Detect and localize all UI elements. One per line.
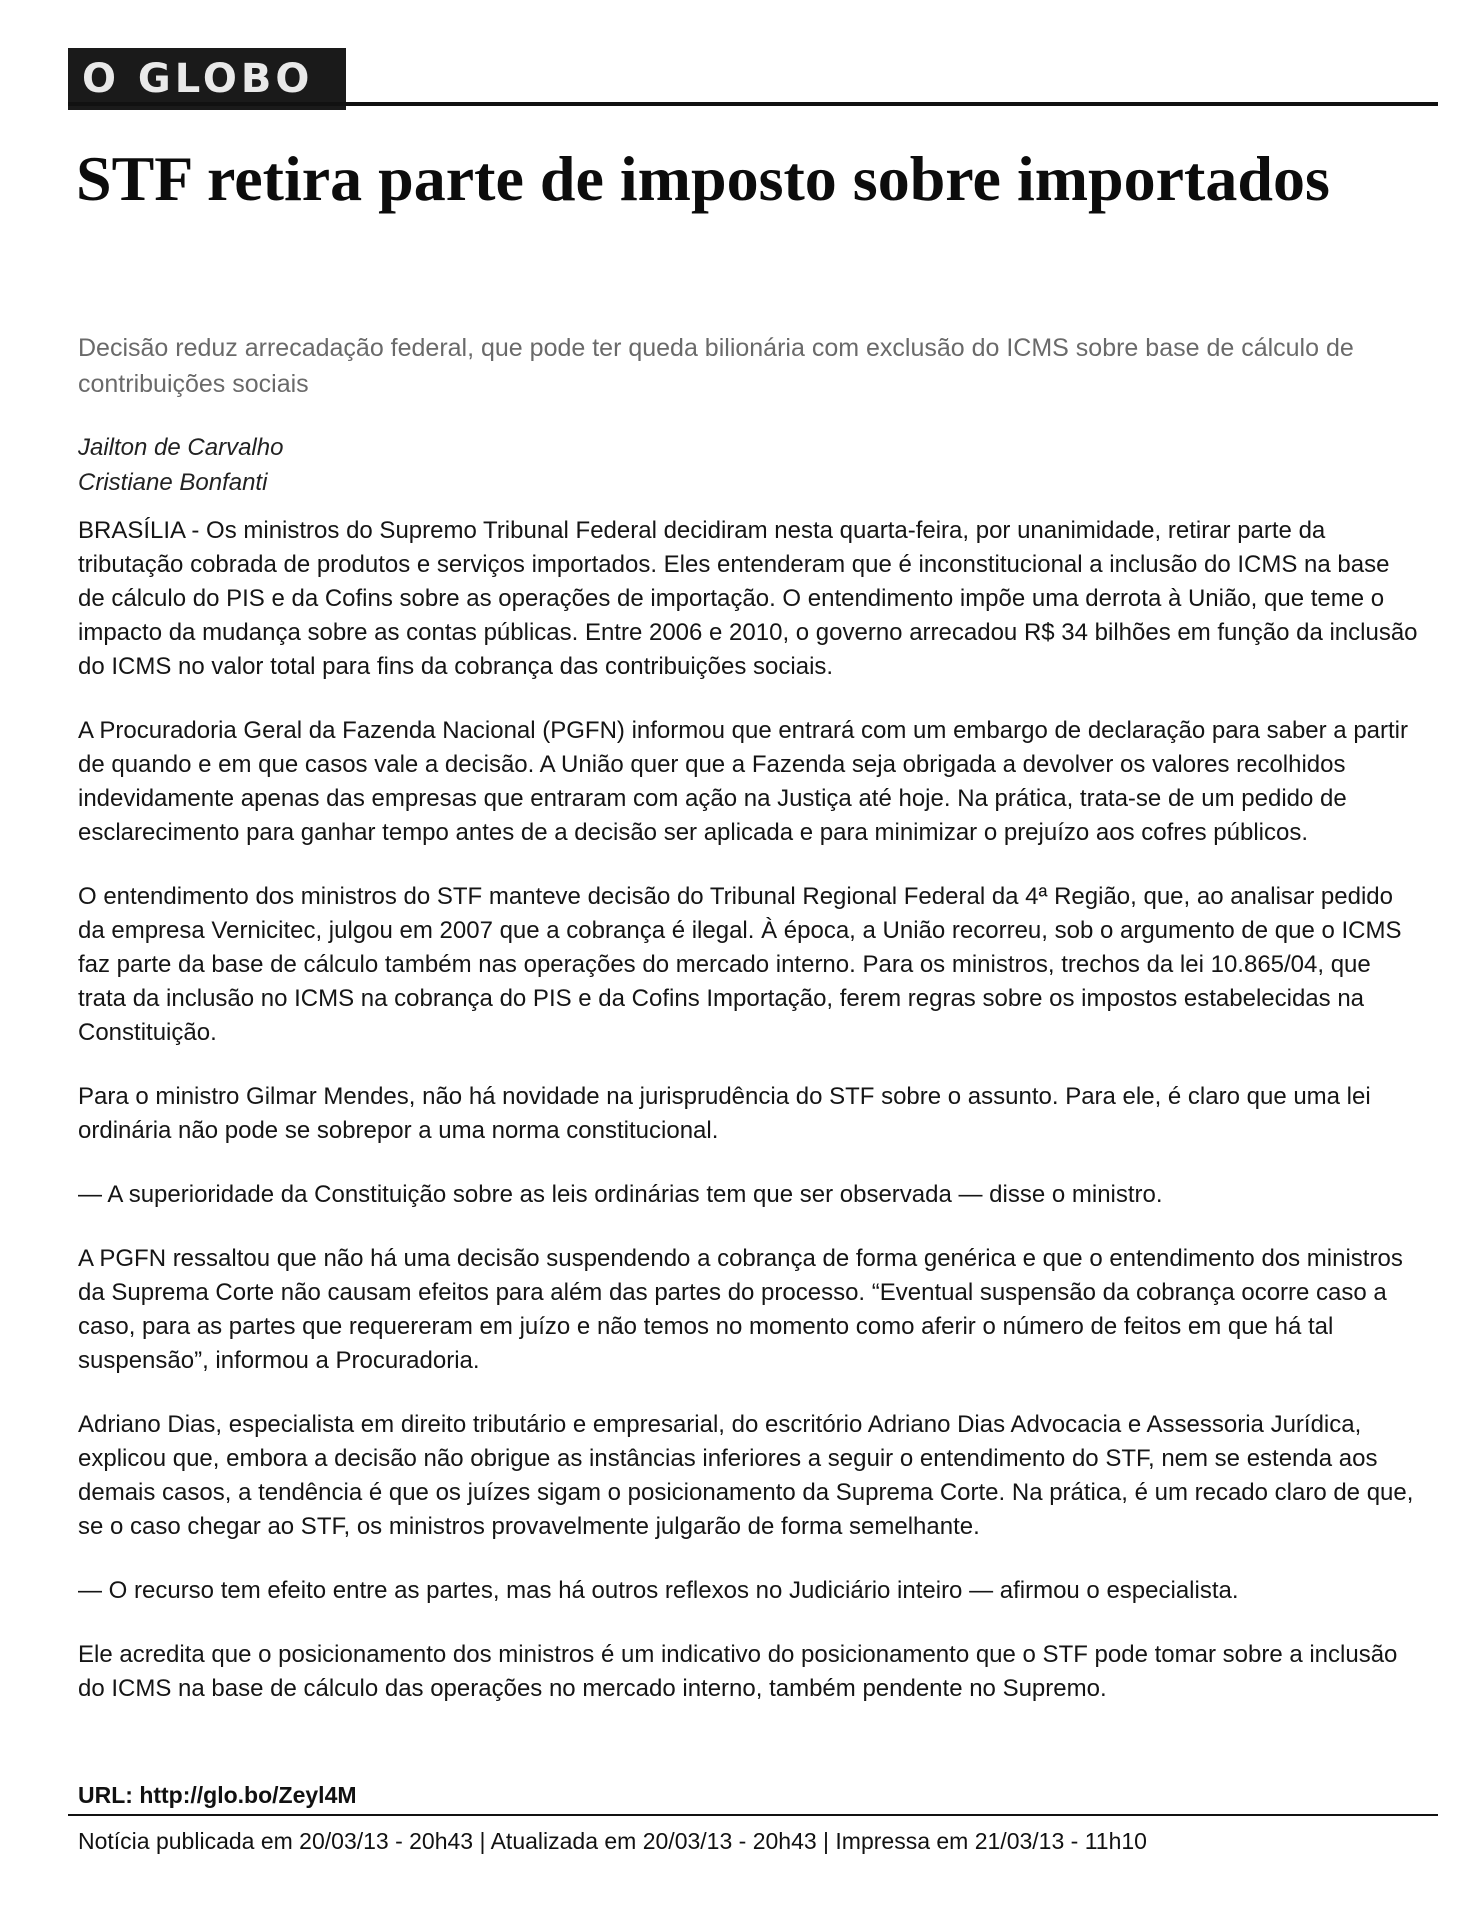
article-url: URL: http://glo.bo/Zeyl4M	[78, 1782, 357, 1808]
article-quote: — O recurso tem efeito entre as partes, mas há outros reflexos no Judiciário inteiro — afirmou o especialista.	[78, 1577, 1239, 1604]
header-divider	[68, 102, 1438, 106]
author-name: Jailton de Carvalho	[78, 434, 284, 461]
article-paragraph: Adriano Dias, especialista em direito tributário e empresarial, do escritório Adriano Dias Advocacia e Assessoria Jurídica, explicou que, embora a decisão não obrigue as instâncias inferiores a seguir o entendimento do STF, nem se estenda aos demais casos, a tendência é que os juízes sigam o posicionamento da Suprema Corte. Na prática, é um recado claro de que, se o caso chegar ao STF, os ministros provavelmente julgarão de forma semelhante.	[78, 1411, 1414, 1540]
footer-divider	[68, 1814, 1438, 1816]
o-globo-logo: O GLOBO	[68, 48, 346, 110]
article-paragraph: Para o ministro Gilmar Mendes, não há novidade na jurisprudência do STF sobre o assunto. Para ele, é claro que uma lei ordinária não pode se sobrepor a uma norma constitucional.	[78, 1083, 1371, 1144]
article-quote: — A superioridade da Constituição sobre as leis ordinárias tem que ser observada — disse o ministro.	[78, 1181, 1163, 1208]
article-paragraph: A PGFN ressaltou que não há uma decisão suspendendo a cobrança de forma genérica e que o entendimento dos ministros da Suprema Corte não causam efeitos para além das partes do processo. “Eventual suspensão da cobrança ocorre caso a caso, para as partes que requereram em juízo e não temos no momento como aferir o número de feitos em que há tal suspensão”, informou a Procuradoria.	[78, 1245, 1403, 1374]
article-headline: STF retira parte de imposto sobre importados	[76, 143, 1330, 214]
article-paragraph: Ele acredita que o posicionamento dos ministros é um indicativo do posicionamento que o STF pode tomar sobre a inclusão do ICMS na base de cálculo das operações no mercado interno, também pendente no Supremo.	[78, 1641, 1398, 1702]
author-byline	[78, 430, 283, 500]
article-body	[78, 514, 1418, 1736]
article-paragraph: BRASÍLIA - Os ministros do Supremo Tribunal Federal decidiram nesta quarta-feira, por unanimidade, retirar parte da tributação cobrada de produtos e serviços importados. Eles entenderam que é inconstitucional a inclusão do ICMS na base de cálculo do PIS e da Cofins sobre as operações de importação. O entendimento impõe uma derrota à União, que teme o impacto da mudança sobre as contas públicas. Entre 2006 e 2010, o governo arrecadou R$ 34 bilhões em função da inclusão do ICMS no valor total para fins da cobrança das contribuições sociais.	[78, 517, 1418, 680]
article-paragraph: A Procuradoria Geral da Fazenda Nacional (PGFN) informou que entrará com um embargo de declaração para saber a partir de quando e em que casos vale a decisão. A União quer que a Fazenda seja obrigada a devolver os valores recolhidos indevidamente apenas das empresas que entraram com ação na Justiça até hoje. Na prática, trata-se de um pedido de esclarecimento para ganhar tempo antes de a decisão ser aplicada e para minimizar o prejuízo aos cofres públicos.	[78, 717, 1408, 846]
article-paragraph: O entendimento dos ministros do STF manteve decisão do Tribunal Regional Federal da 4ª Região, que, ao analisar pedido da empresa Vernicitec, julgou em 2007 que a cobrança é ilegal. À época, a União recorreu, sob o argumento de que o ICMS faz parte da base de cálculo também nas operações do mercado interno. Para os ministros, trechos da lei 10.865/04, que trata da inclusão no ICMS na cobrança do PIS e da Cofins Importação, ferem regras sobre os impostos estabelecidas na Constituição.	[78, 883, 1402, 1046]
article-subheadline: Decisão reduz arrecadação federal, que pode ter queda bilionária com exclusão do ICMS sobre base de cálculo de contribuições sociais	[78, 334, 1354, 398]
author-name: Cristiane Bonfanti	[78, 469, 268, 496]
publication-info: Notícia publicada em 20/03/13 - 20h43 | Atualizada em 20/03/13 - 20h43 | Impressa em 21/03/13 - 11h10	[78, 1828, 1147, 1854]
